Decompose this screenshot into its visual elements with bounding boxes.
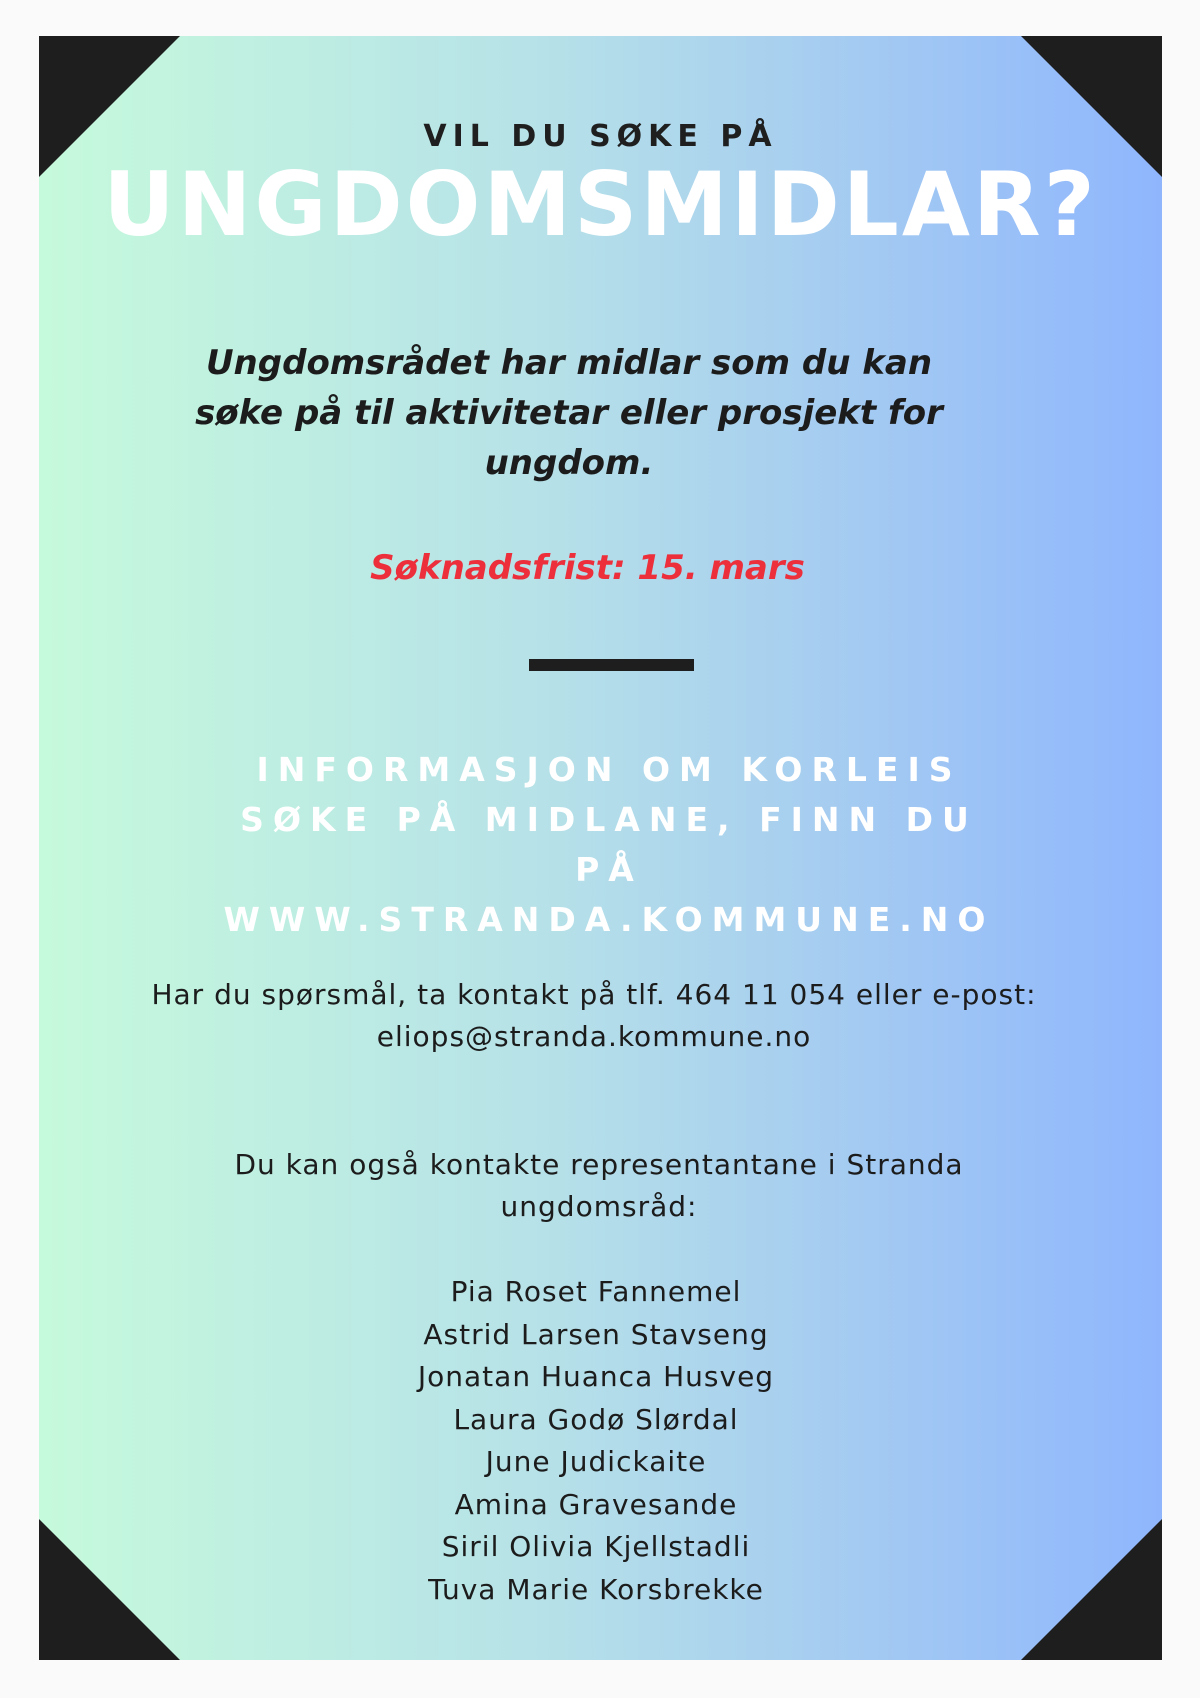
- representative-name: June Judickaite: [485, 1445, 707, 1478]
- headline: UNGDOMSMIDLAR?: [103, 153, 1098, 256]
- representative-name: Laura Godø Slørdal: [453, 1402, 739, 1436]
- info-text: INFORMASJON OM KORLEIS SØKE PÅ MIDLANE, FINN DU PÅ WWW.STRANDA.KOMMUNE.NO: [223, 750, 995, 939]
- representative-name: Amina Gravesande: [454, 1487, 738, 1521]
- representative-name: Astrid Larsen Stavseng: [423, 1317, 769, 1351]
- kicker-text: VIL DU SØKE PÅ: [423, 119, 778, 154]
- representative-name: Jonatan Huanca Husveg: [417, 1360, 775, 1393]
- representative-name: Pia Roset Fannemel: [450, 1275, 742, 1308]
- representative-name: Siril Olivia Kjellstadli: [441, 1530, 751, 1563]
- representative-name: Tuva Marie Korsbrekke: [428, 1572, 764, 1606]
- representatives-intro: Du kan også kontakte representantane i Stranda ungdomsråd:: [234, 1148, 964, 1223]
- deadline-text: Søknadsfrist: 15. mars: [370, 548, 805, 588]
- contact-text: Har du spørsmål, ta kontakt på tlf. 464 11 054 eller e-post: eliops@stranda.kommune.no: [151, 978, 1037, 1053]
- representatives-list: [39, 1271, 1153, 1611]
- poster: [39, 36, 1162, 1660]
- intro-text: Ungdomsrådet har midlar som du kan søke på til aktivitetar eller prosjekt for ungdom.: [195, 343, 943, 483]
- divider-line: [529, 659, 694, 671]
